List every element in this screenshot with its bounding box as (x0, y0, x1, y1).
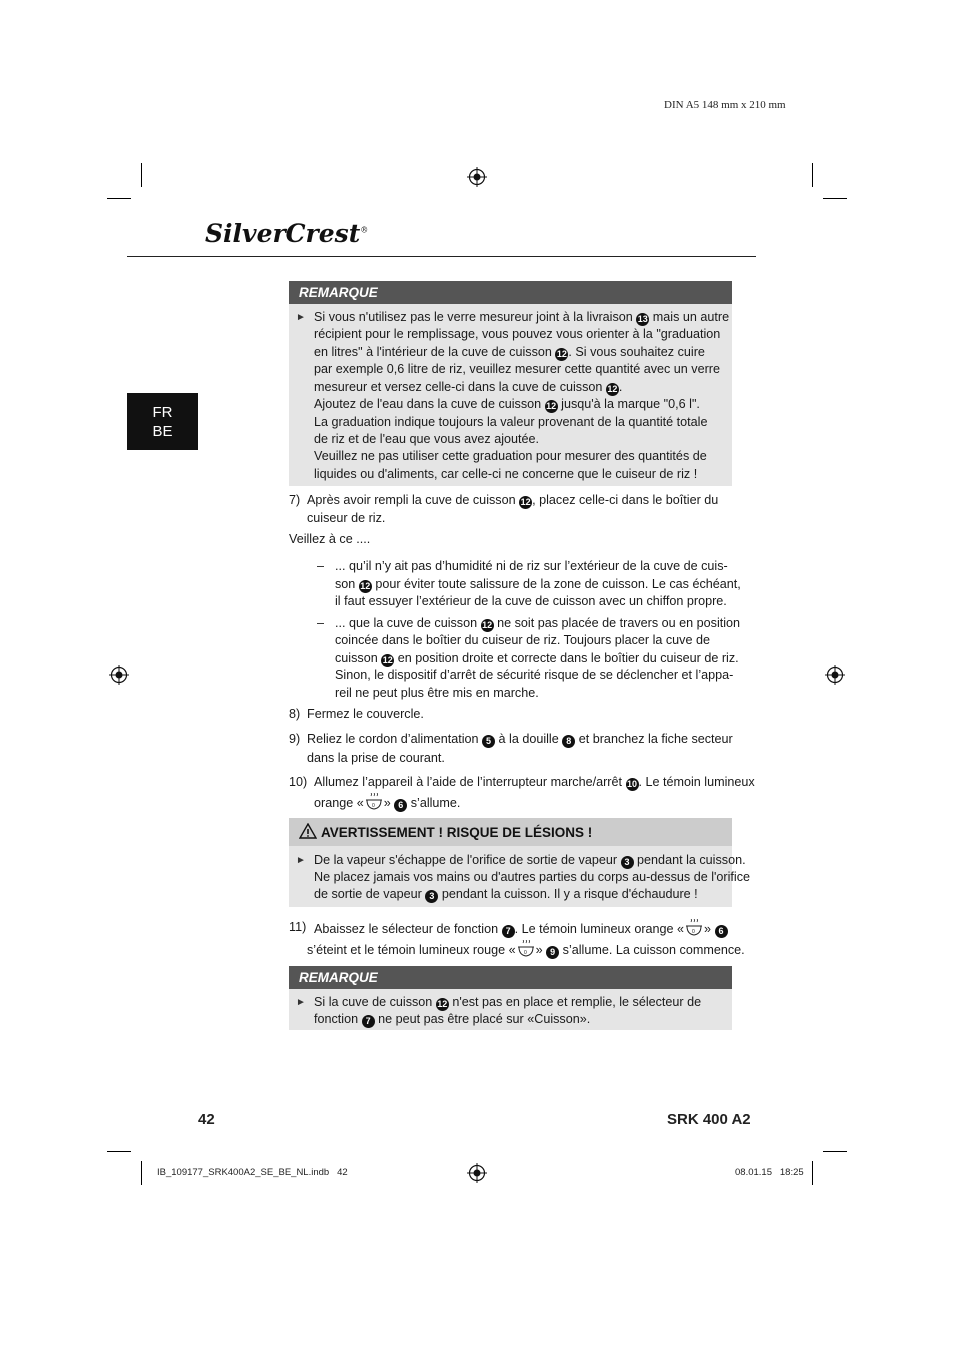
svg-text:0: 0 (371, 803, 375, 809)
print-date: 08.01.15 18:25 (735, 1167, 804, 1178)
svg-text:0: 0 (523, 950, 527, 956)
dash-marker: – (317, 559, 325, 573)
crop-mark (107, 198, 131, 199)
step-text: Fermez le couvercle. (307, 707, 424, 721)
rice-cooker-icon (684, 919, 704, 937)
warning-header: AVERTISSEMENT ! RISQUE DE LÉSIONS ! (289, 818, 732, 846)
step-number: 8) (289, 707, 301, 721)
rice-cooker-icon (364, 793, 384, 811)
file-info: IB_109177_SRK400A2_SE_BE_NL.indb 42 (157, 1167, 348, 1178)
bullet-arrow-icon: ► (296, 312, 306, 323)
registration-target-icon (825, 665, 845, 685)
dash-marker: – (317, 616, 325, 630)
dash-text: cuisson 12 en position droite et correcte dans le boîtier du cuiseur de riz. (335, 651, 739, 665)
step-text: Après avoir rempli la cuve de cuisson 12 , placez celle-ci dans le boîtier du (307, 493, 719, 507)
crop-mark (141, 163, 142, 187)
note-line: Veuillez ne pas utiliser cette graduation pour mesurer des quantités de (314, 449, 707, 463)
warning-line: Ne placez jamais vos mains ou d'autres parties du corps au-dessus de l'orifice (314, 870, 751, 884)
note-line: fonction 7 ne peut pas être placé sur «Cuisson». (314, 1012, 591, 1026)
svg-text:0: 0 (692, 929, 695, 935)
step-text: orange « 0 » 6 s’allume. (314, 793, 460, 813)
note-line: de riz et de l'eau que vous avez ajoutée. (314, 432, 540, 446)
model-name: SRK 400 A2 (667, 1111, 751, 1128)
dash-text: son 12 pour éviter toute salissure de la zone de cuisson. Le cas échéant, (335, 577, 741, 591)
crop-mark (107, 1151, 131, 1152)
bullet-arrow-icon: ► (296, 855, 306, 866)
crop-mark (823, 198, 847, 199)
page-number: 42 (198, 1111, 215, 1128)
step-number: 11) (289, 920, 307, 934)
country-code: BE (152, 422, 173, 440)
step-text: Allumez l’appareil à l’aide de l’interrupteur marche/arrêt 10 . Le témoin lumineux (314, 775, 755, 789)
registration-target-icon (467, 1163, 487, 1183)
warning-line: de sortie de vapeur 3 pendant la cuisson. Il y a risque d'échaudure ! (314, 887, 698, 901)
warning-line: De la vapeur s'échappe de l'orifice de sortie de vapeur 3 pendant la cuisson. (314, 853, 746, 867)
dash-text: il faut essuyer l’extérieur de la cuve de cuisson avec un chiffon propre. (335, 594, 727, 608)
note-line: récipient pour le remplissage, vous pouvez vous orienter à la "graduation (314, 327, 721, 341)
note-line: par exemple 0,6 litre de riz, veuillez mesurer cette quantité avec un verre (314, 362, 720, 376)
crop-mark (812, 1161, 813, 1185)
warning-triangle-icon (299, 823, 317, 839)
step-text: s’éteint et le témoin lumineux rouge « 0 » 9 s’allume. La cuisson commence. (307, 940, 745, 960)
silvercrest-logo: SilverCrest® (205, 219, 369, 248)
step-text: Abaissez le sélecteur de fonction 7 . Le témoin lumineux orange « 0 » 6 (314, 919, 728, 939)
dash-text: coincée dans le boîtier du cuiseur de riz. Toujours placer la cuve de (335, 633, 710, 647)
bullet-arrow-icon: ► (296, 997, 306, 1008)
step-text: Reliez le cordon d’alimentation 5 à la douille 8 et branchez la fiche secteur (307, 732, 733, 746)
dash-text: reil ne peut plus être mis en marche. (335, 686, 539, 700)
note-line: Ajoutez de l'eau dans la cuve de cuisson 12 jusqu'à la marque "0,6 l". (314, 397, 700, 411)
rice-cooker-icon (516, 940, 536, 958)
note-line: mesureur et versez celle-ci dans la cuve de cuisson 12 . (314, 380, 623, 394)
step-number: 9) (289, 732, 301, 746)
crop-mark (812, 163, 813, 187)
print-format-label: DIN A5 148 mm x 210 mm (664, 99, 786, 111)
registration-target-icon (467, 167, 487, 187)
note-line: en litres" à l'intérieur de la cuve de cuisson 12 . Si vous souhaitez cuire (314, 345, 705, 359)
dash-text: ... qu’il n’y ait pas d’humidité ni de riz sur l’extérieur de la cuve de cuis- (335, 559, 728, 573)
step-number: 7) (289, 493, 301, 507)
paragraph: Veillez à ce .... (289, 532, 371, 546)
dash-text: Sinon, le dispositif d’arrêt de sécurité risque de se déclencher et l’appa- (335, 668, 734, 682)
header-rule (127, 256, 756, 257)
crop-mark (141, 1161, 142, 1185)
note-header: REMARQUE (289, 966, 732, 989)
registration-target-icon (109, 665, 129, 685)
step-text: dans la prise de courant. (307, 751, 445, 765)
note-header: REMARQUE (289, 281, 732, 304)
dash-text: ... que la cuve de cuisson 12 ne soit pas placée de travers ou en position (335, 616, 741, 630)
note-line: Si vous n'utilisez pas le verre mesureur joint à la livraison 13 mais un autre (314, 310, 730, 324)
language-code: FR (152, 403, 173, 421)
step-text: cuiseur de riz. (307, 511, 386, 525)
step-number: 10) (289, 775, 308, 789)
note-line: Si la cuve de cuisson 12 n'est pas en place et remplie, le sélecteur de (314, 995, 702, 1009)
note-line: La graduation indique toujours la valeur provenant de la quantité totale (314, 415, 708, 429)
note-line: liquides ou d'aliments, car celle-ci ne concerne que le cuiseur de riz ! (314, 467, 698, 481)
crop-mark (823, 1151, 847, 1152)
language-tab (127, 393, 198, 450)
